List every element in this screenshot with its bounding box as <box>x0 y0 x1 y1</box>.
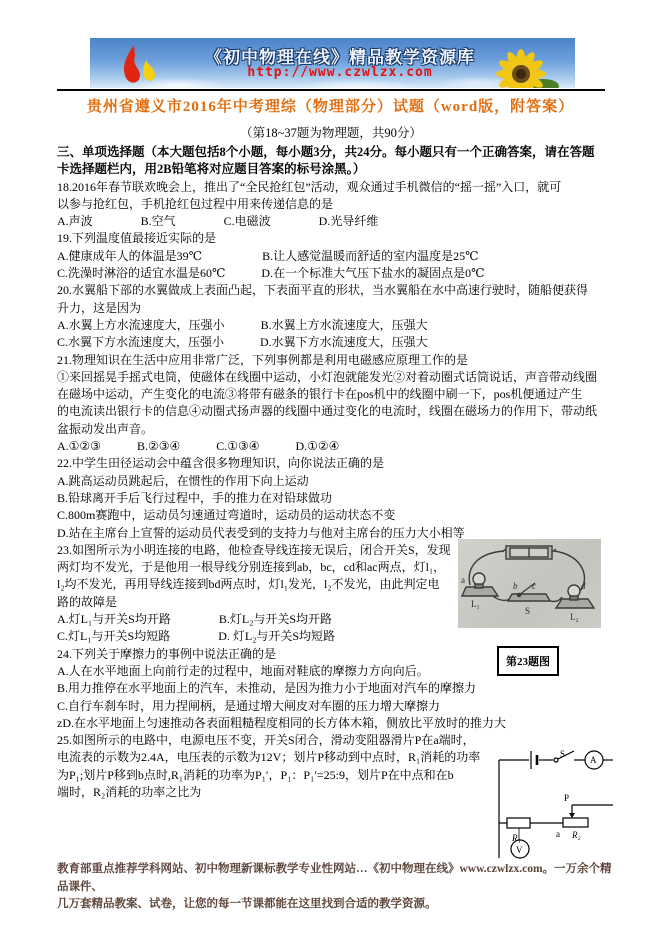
text-line: zD.在水平地面上匀速推动各表面粗糙程度相同的长方体木箱，侧放比平放时的推力大 <box>57 715 506 730</box>
text-line: A.健康成年人的体温是39℃ B.让人感觉温暖而舒适的室内温度是25℃ <box>57 248 479 263</box>
text-line: A.人在水平地面上向前行走的过程中，地面对鞋底的摩擦力方向向后。 <box>57 663 429 678</box>
battery-symbol <box>531 751 537 769</box>
text-line: 电流表的示数为2.4A，电压表的示数为12V；划片P移动到中点时，R₁消耗的功率 <box>57 750 481 765</box>
text-line: 的电流读出银行卡的信息④动圈式扬声器的线圈中通过变化的电流时，线圈在磁场力的作用下，带动纸 <box>57 404 598 419</box>
page-title: 贵州省遵义市2016年中考理综（物理部分）试题（word版，附答案） <box>86 99 575 115</box>
text-line: C.洗澡时淋浴的适宜水温是60℃ D.在一个标准大气压下盐水的凝固点是0℃ <box>57 266 485 281</box>
label-switch-s: S <box>560 749 566 759</box>
text-line: l₂均不发光，再用导线连接到bd两点时，灯l₁发光，l₂不发光，由此判定电 <box>57 577 440 592</box>
text-line: 22.中学生田径运动会中蕴含很多物理知识，向你说法正确的是 <box>57 456 385 471</box>
text-line: 25.如图所示的电路中，电源电压不变，开关S闭合，滑动变阻器滑片P在a端时， <box>57 733 475 748</box>
footer-line: 几万套精品教案、试卷，让您的每一节课都能在这里找到合适的教学资源。 <box>57 898 437 910</box>
banner-site-url[interactable]: http://www.czwlzx.com <box>247 65 433 80</box>
text-line: 23.如图所示为小明连接的电路，他检查导线连接无误后，闭合开关S，发现 <box>57 542 451 557</box>
bulb-l1 <box>462 573 498 596</box>
label-voltmeter: V <box>516 845 523 855</box>
text-line: 盆振动发出声音。 <box>57 421 154 436</box>
text-line: A.水翼上方水流速度大，压强小 B.水翼上方水流速度大，压强大 <box>57 317 428 332</box>
body-lines <box>57 144 617 801</box>
resistor-r1 <box>507 818 530 828</box>
text-line: B.铅球离开手后飞行过程中，手的推力在对铅球做功 <box>57 490 333 505</box>
label-ammeter: A <box>590 755 597 765</box>
text-line: 19.下列温度值最接近实际的是 <box>57 231 217 246</box>
label-rheostat-r2: R₂ <box>572 830 581 840</box>
text-line: D.站在主席台上宣誓的运动员代表受到的支持力与他对主席台的压力大小相等 <box>57 525 465 540</box>
text-line: C.自行车刹车时，用力捏闸柄，是通过增大闸皮对车圈的压力增大摩擦力 <box>57 698 441 713</box>
footer <box>57 861 617 914</box>
site-banner <box>90 38 575 88</box>
q23-circuit-photo <box>458 539 601 628</box>
label-point-b: b <box>513 581 518 591</box>
banner-divider <box>57 89 605 91</box>
label-slider-p: P <box>564 793 570 803</box>
text-line: C.灯L₁与开关S均短路 D. 灯L₂与开关S均短路 <box>57 629 336 644</box>
bulb-l2 <box>556 585 594 608</box>
text-line: ①来回摇晃手摇式电筒，使磁体在线圈中运动，小灯泡就能发光②对着动圈式话筒说话，声音带动线圈 <box>57 369 598 384</box>
label-point-d: d <box>581 581 586 591</box>
text-line: 以参与抢红包，手机抢红包过程中用来传递信息的是 <box>57 196 334 211</box>
text-line: B.用力推停在水平地面上的汽车，未推动，是因为推力小于地面对汽车的摩擦力 <box>57 681 477 696</box>
label-point-a: a <box>461 575 465 585</box>
q23-figure-caption: 第23题图 <box>497 646 559 676</box>
text-line: 卡选择题栏内，用2B铅笔将对应题目答案的标号涂黑。） <box>57 162 366 177</box>
text-line: 两灯均不发光，于是他用一根导线分别连接到ab，bc，cd和ac两点，灯l₁， <box>57 560 446 575</box>
text-line: 在磁场中运动，产生变化的电流③将带有磁条的银行卡在pos机中的线圈中刷一下，pos机便通过产生 <box>57 387 583 402</box>
text-line: A.声波 B.空气 C.电磁波 D.光导纤维 <box>57 214 379 229</box>
text-line: 24.下列关于摩擦力的事例中说法正确的是 <box>57 646 277 661</box>
label-bulb-l2: L₂ <box>570 612 579 622</box>
label-point-c: c <box>532 581 536 591</box>
label-resistor-r1: R₁ <box>512 833 521 843</box>
text-line: 路的故障是 <box>57 594 118 609</box>
text-line: A.跳高运动员跳起后，在惯性的作用下向上运动 <box>57 473 309 488</box>
label-switch-s: S <box>525 606 531 616</box>
text-line: 三、单项选择题（本大题包括8个小题，每小题3分，共24分。每小题只有一个正确答案，请在答题 <box>57 145 595 159</box>
text-line: C.水翼下方水流速度大，压强小 D.水翼下方水流速度大，压强大 <box>57 335 428 350</box>
label-point-a: a <box>556 829 560 839</box>
text-line: 升力，这是因为 <box>57 300 142 315</box>
rheostat-r2 <box>563 818 588 827</box>
text-line: 20.水翼船下部的水翼做成上表面凸起，下表面平直的形状，当水翼船在水中高速行驶时，随船便获得 <box>57 283 589 298</box>
footer-line: 教育部重点推荐学科网站、初中物理新课标教学专业性网站…《初中物理在线》www.czwlzx.com。一万余个精品课件、 <box>57 863 612 893</box>
text-line: 18.2016年春节联欢晚会上，推出了“全民抢红包”活动，观众通过手机微信的“摇一摇”入口，就可 <box>57 179 562 194</box>
text-line: A.灯L₁与开关S均开路 B.灯L₂与开关S均开路 <box>57 612 333 627</box>
page-subtitle: （第18~37题为物理题，共90分） <box>240 126 422 140</box>
label-bulb-l1: L₁ <box>471 599 480 609</box>
site-logo-icon <box>118 44 168 86</box>
text-line: C.800m赛跑中，运动员匀速通过弯道时，运动员的运动状态不变 <box>57 508 396 523</box>
text-line: 为P₁;划片P移到b点时,R₁消耗的功率为P₁′，P₁：P₁′=25:9，划片P在中点和在b <box>57 767 454 782</box>
text-line: 端时，R₂消耗的功率之比为 <box>57 784 202 799</box>
battery-symbol <box>502 546 556 559</box>
text-line: A.①②③ B.②③④ C.①③④ D.①②④ <box>57 439 340 454</box>
q25-circuit-diagram <box>490 746 661 864</box>
banner-site-title: 《初中物理在线》精品教学资源库 <box>205 48 475 67</box>
sunflower-image <box>487 48 565 88</box>
text-line: 21.物理知识在生活中应用非常广泛，下列事例都是利用电磁感应原理工作的是 <box>57 352 469 367</box>
